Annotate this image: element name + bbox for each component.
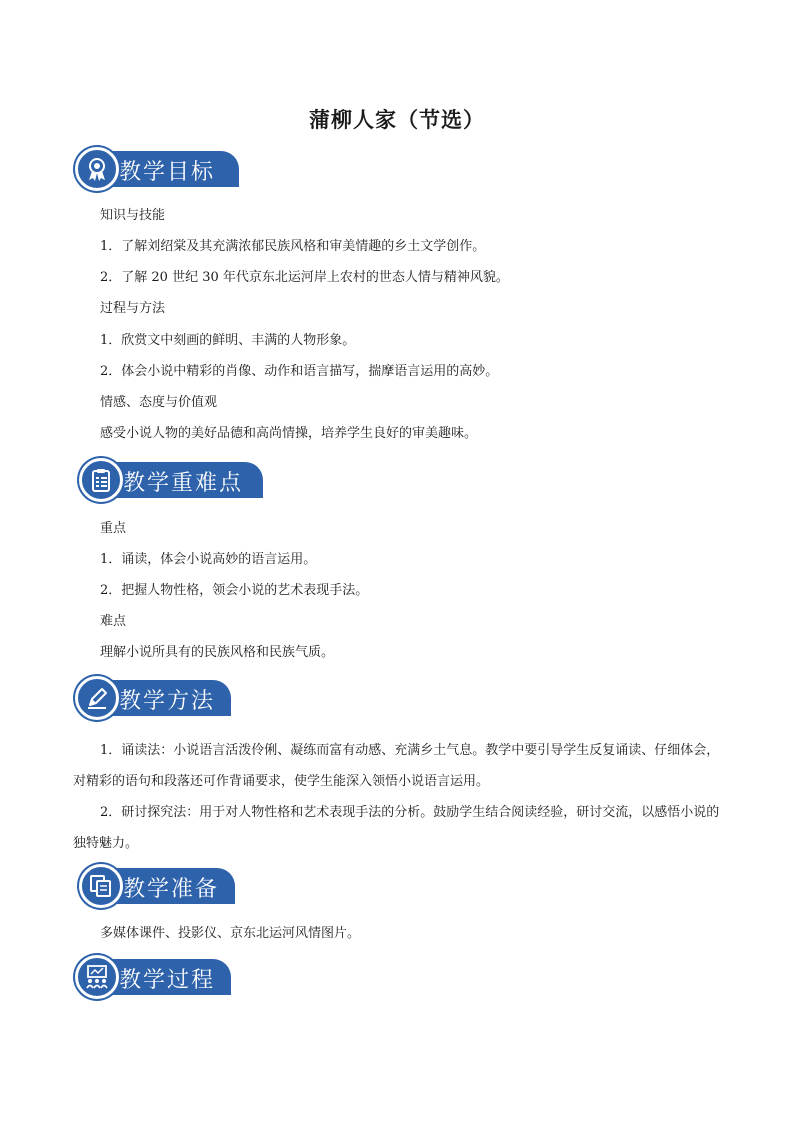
key-points-line: 1．诵读，体会小说高妙的语言运用。 <box>100 552 317 567</box>
objectives-line: 知识与技能 <box>100 208 166 223</box>
clipboard-icon <box>79 458 123 502</box>
section-title: 教学目标 <box>119 160 216 185</box>
objectives-line: 1．了解刘绍棠及其充满浓郁民族风格和审美情趣的乡土文学创作。 <box>100 239 486 254</box>
objectives-line: 情感、态度与价值观 <box>100 395 218 410</box>
section-title: 教学过程 <box>119 968 216 993</box>
section-title: 教学方法 <box>119 689 216 714</box>
page-title: 蒲柳人家（节选） <box>309 107 485 132</box>
key-points-line: 理解小说所具有的民族风格和民族气质。 <box>100 645 335 660</box>
objectives-line: 1．欣赏文中刻画的鲜明、丰满的人物形象。 <box>100 333 356 348</box>
methods-paragraph: 2．研讨探究法：用于对人物性格和艺术表现手法的分析。鼓励学生结合阅读经验，研讨交流，以感悟小说的独特魅力。 <box>73 805 720 851</box>
documents-icon <box>79 864 123 908</box>
presentation-icon <box>75 955 119 999</box>
award-icon <box>75 147 119 191</box>
objectives-line: 感受小说人物的美好品德和高尚情操，培养学生良好的审美趣味。 <box>100 426 478 441</box>
section-title: 教学准备 <box>123 877 220 902</box>
section-title: 教学重难点 <box>123 471 244 496</box>
objectives-line: 2．了解 20 世纪 30 年代京东北运河岸上农村的世态人情与精神风貌。 <box>100 270 509 285</box>
key-points-line: 重点 <box>100 521 127 536</box>
pencil-icon <box>75 676 119 720</box>
key-points-line: 难点 <box>100 614 127 629</box>
key-points-line: 2．把握人物性格，领会小说的艺术表现手法。 <box>100 583 369 598</box>
objectives-line: 过程与方法 <box>100 301 166 316</box>
objectives-line: 2．体会小说中精彩的肖像、动作和语言描写，揣摩语言运用的高妙。 <box>100 364 499 379</box>
methods-paragraph: 1．诵读法：小说语言活泼伶俐、凝练而富有动感、充满乡土气息。教学中要引导学生反复诵读、仔细体会，对精彩的语句和段落还可作背诵要求，使学生能深入领悟小说语言运用。 <box>73 743 720 789</box>
preparation-line: 多媒体课件、投影仪、京东北运河风情图片。 <box>100 926 361 941</box>
